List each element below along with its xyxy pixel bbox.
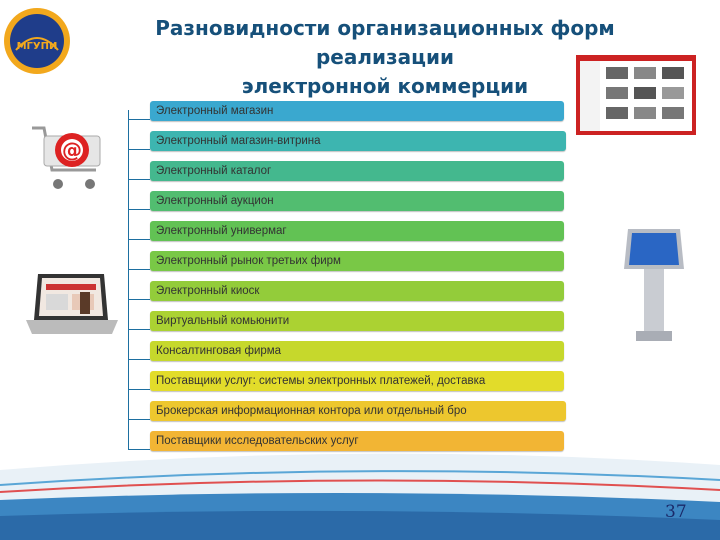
list-item: Виртуальный комьюнити xyxy=(150,311,564,331)
page-number: 37 xyxy=(665,502,687,522)
connector-spine xyxy=(128,110,129,450)
list-item: Электронный рынок третьих фирм xyxy=(150,251,564,271)
title-line-2: электронной коммерции xyxy=(241,74,529,98)
list-item: Электронный киоск xyxy=(150,281,564,301)
list-item: Поставщики исследовательских услуг xyxy=(150,431,564,451)
connector-line xyxy=(128,269,150,270)
connector-line xyxy=(128,119,150,120)
list-item: Консалтинговая фирма xyxy=(150,341,564,361)
connector-line xyxy=(128,209,150,210)
connector-line xyxy=(128,419,150,420)
list-item: Электронный универмаг xyxy=(150,221,564,241)
connector-line xyxy=(128,179,150,180)
svg-text:@: @ xyxy=(62,138,82,162)
connector-line xyxy=(128,389,150,390)
connector-line xyxy=(128,149,150,150)
list-item: Поставщики услуг: системы электронных платежей, доставка xyxy=(150,371,564,391)
title-line-1: Разновидности организационных форм реализации xyxy=(155,16,615,69)
list-item: Электронный магазин-витрина xyxy=(150,131,566,151)
list-item: Электронный аукцион xyxy=(150,191,564,211)
list-item: Брокерская информационная контора или отдельный бро xyxy=(150,401,566,421)
connector-line xyxy=(128,299,150,300)
connector-line xyxy=(128,359,150,360)
connector-line xyxy=(128,239,150,240)
list-item: Электронный магазин xyxy=(150,101,564,121)
footer-wave-decoration xyxy=(0,430,720,540)
connector-line xyxy=(128,329,150,330)
list-item: Электронный каталог xyxy=(150,161,564,181)
logo-text: МГУПИ xyxy=(16,41,58,52)
